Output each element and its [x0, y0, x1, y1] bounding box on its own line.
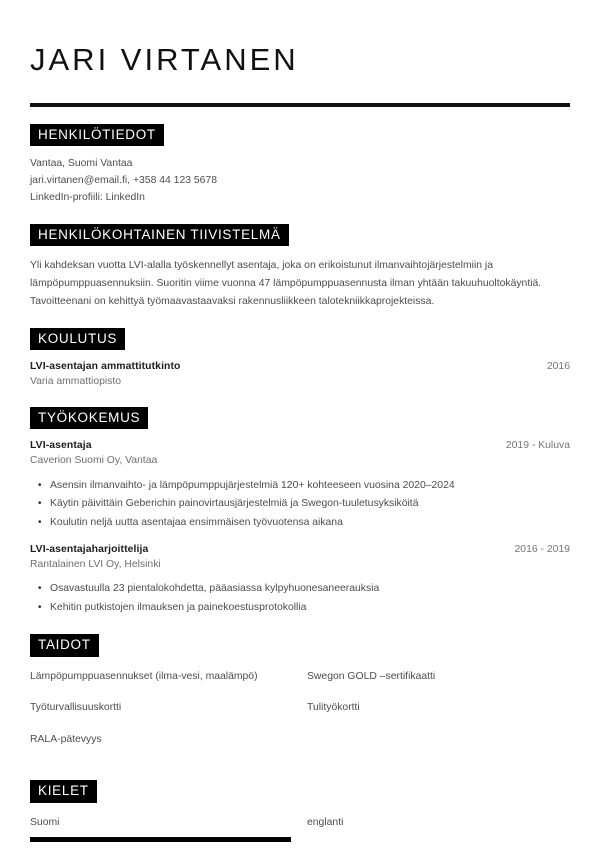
language-name: Suomi	[30, 816, 60, 828]
contact-location: Vantaa, Suomi Vantaa	[30, 158, 133, 170]
skills-grid	[30, 669, 570, 764]
section-heading-education: KOULUTUS	[30, 328, 125, 351]
language-level-bar	[30, 837, 291, 842]
section-heading-row	[30, 224, 570, 247]
experience-date: 2016 - 2019	[514, 543, 570, 555]
list-item: • Koulutin neljä uutta asentajaa ensimmäisen työvuotensa aikana	[50, 514, 570, 533]
contact-details	[30, 156, 570, 207]
experience-job-title: LVI-asentajaharjoittelija	[30, 543, 149, 555]
skill-item: Lämpöpumppuasennukset (ilma-vesi, maalämpö)	[30, 670, 258, 682]
education-date: 2016	[546, 361, 570, 373]
experience-employer: Rantalainen LVI Oy, Helsinki	[30, 558, 161, 570]
section-languages	[30, 780, 570, 847]
list-item: • Asensin ilmanvaihto- ja lämpöpumppujärjestelmiä 120+ kohteeseen vuosina 2020–2024	[50, 477, 570, 496]
education-degree-title: LVI-asentajan ammattitutkinto	[30, 361, 181, 373]
experience-date: 2019 - Kuluva	[505, 440, 570, 452]
list-item: • Käytin päivittäin Geberichin painovirtausjärjestelmiä ja Swegon-tuuletusyksiköitä	[50, 495, 570, 514]
skill-item	[307, 732, 570, 764]
section-heading-languages: KIELET	[30, 780, 97, 803]
experience-entry	[30, 440, 570, 532]
contact-email-phone: jari.virtanen@email.fi, +358 44 123 5678	[30, 174, 218, 186]
entry-header	[30, 361, 570, 372]
section-summary	[30, 224, 570, 311]
experience-entry	[30, 544, 570, 618]
education-entry	[30, 361, 570, 390]
skill-item: Tulityökortti	[307, 702, 360, 714]
page-title: JARI VIRTANEN	[30, 42, 299, 77]
section-heading-summary: HENKILÖKOHTAINEN TIIVISTELMÄ	[30, 224, 289, 247]
skill-item: RALA-pätevyys	[30, 733, 102, 745]
entry-header	[30, 544, 570, 555]
section-heading-row	[30, 780, 570, 803]
section-heading-skills: TAIDOT	[30, 634, 99, 657]
section-experience	[30, 407, 570, 617]
section-heading-row	[30, 124, 570, 147]
section-skills	[30, 634, 570, 763]
language-level-fill	[30, 837, 291, 842]
header-divider	[30, 103, 570, 107]
skill-item: Työturvallisuuskortti	[30, 702, 122, 714]
language-name: englanti	[307, 816, 344, 828]
section-heading-row	[30, 407, 570, 430]
language-level-bar	[307, 837, 568, 842]
skill-item: Swegon GOLD –sertifikaatti	[307, 670, 436, 682]
experience-bullet-list	[30, 580, 570, 617]
list-item: • Osavastuulla 23 pientalokohdetta, pääasiassa kylpyhuonesaneerauksia	[50, 580, 570, 599]
section-heading-personal-info: HENKILÖTIEDOT	[30, 124, 164, 147]
languages-grid	[30, 815, 570, 848]
experience-job-title: LVI-asentaja	[30, 440, 92, 452]
experience-bullet-list	[30, 477, 570, 533]
section-heading-row	[30, 634, 570, 657]
section-education	[30, 328, 570, 390]
entry-header	[30, 440, 570, 451]
experience-employer: Caverion Suomi Oy, Vantaa	[30, 455, 158, 467]
education-institution: Varia ammattiopisto	[30, 376, 122, 388]
section-heading-experience: TYÖKOKEMUS	[30, 407, 148, 430]
summary-text: Yli kahdeksan vuotta LVI-alalla työskennellyt asentaja, joka on erikoistunut ilmanvaihtojärjestelmiin ja lämpöpumppuasennuksiin. Suoritin viime vuonna 47 lämpöpumppuasennusta ilman yhtään takuuhuoltokäyntiä. Tavoitteenani on kehittyä työmaavastaavaksi rakennusliikkeen talotekniikkaprojekteissa.	[30, 260, 542, 307]
contact-linkedin[interactable]: LinkedIn-profiili: LinkedIn	[30, 191, 145, 203]
section-heading-row	[30, 328, 570, 351]
language-item	[30, 815, 307, 848]
language-item	[307, 815, 570, 848]
section-personal-info	[30, 124, 570, 207]
list-item: • Kehitin putkistojen ilmauksen ja painekoestusprotokollia	[50, 599, 570, 618]
